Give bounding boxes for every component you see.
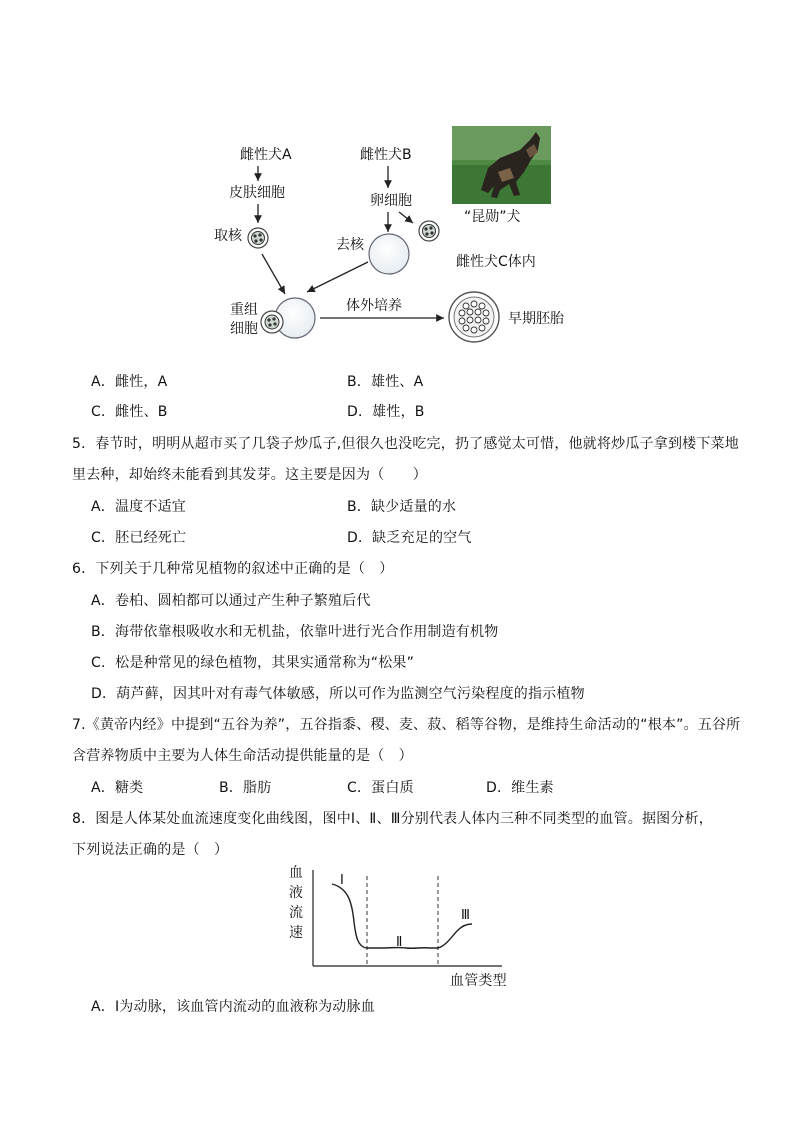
segment-label-iii: Ⅲ bbox=[461, 908, 470, 923]
q4-option-a: A．雌性，A bbox=[91, 374, 168, 390]
label-female-dog-c: 雌性犬C体内 bbox=[456, 254, 536, 270]
y-axis-label-1: 血 bbox=[289, 865, 304, 881]
q8-option-a: A．Ⅰ为动脉，该血管内流动的血液称为动脉血 bbox=[91, 999, 375, 1015]
q6-option-d: D．葫芦藓，因其叶对有毒气体敏感，所以可作为监测空气污染程度的指示植物 bbox=[91, 686, 585, 702]
y-axis-label-4: 速 bbox=[289, 925, 304, 941]
y-axis-label-2: 液 bbox=[289, 885, 304, 901]
label-kunming-dog: “昆勋”犬 bbox=[464, 209, 521, 225]
kunming-dog-photo bbox=[452, 126, 551, 204]
q5-stem-line1: 5．春节时，明明从超市买了几袋子炒瓜子,但很久也没吃完，扔了感觉太可惜，他就将炒瓜子拿到楼下菜地 bbox=[72, 436, 739, 452]
label-female-dog-b: 雌性犬B bbox=[360, 147, 412, 163]
label-reconstructed-cell-1: 重组 bbox=[230, 302, 258, 318]
q5-option-b: B．缺少适量的水 bbox=[347, 499, 457, 515]
q6-stem: 6．下列关于几种常见植物的叙述中正确的是（ ） bbox=[72, 561, 394, 577]
q6-option-c: C．松是种常见的绿色植物，其果实通常称为“松果” bbox=[91, 655, 415, 671]
recombined-cell bbox=[261, 298, 315, 338]
removed-nucleus-icon bbox=[419, 221, 439, 241]
q7-option-c: C．蛋白质 bbox=[347, 780, 414, 796]
q7-option-b: B．脂肪 bbox=[219, 780, 272, 796]
enucleated-egg-cell bbox=[369, 234, 409, 274]
flow-curve-segment-iii bbox=[438, 924, 472, 948]
x-axis-label: 血管类型 bbox=[450, 973, 507, 989]
q4-option-d: D．雄性，B bbox=[347, 404, 425, 420]
q6-option-b: B．海带依靠根吸收水和无机盐，依靠叶进行光合作用制造有机物 bbox=[91, 624, 499, 640]
q5-stem-line2: 里去种，却始终未能看到其发芽。这主要是因为（ ） bbox=[72, 467, 427, 483]
q5-option-c: C．胚已经死亡 bbox=[91, 530, 187, 546]
q4-option-b: B．雄性、A bbox=[347, 374, 424, 390]
segment-label-i: Ⅰ bbox=[340, 873, 344, 888]
flow-curve-segment-i bbox=[332, 884, 366, 948]
arrow-egg-to-recombined bbox=[307, 262, 368, 292]
q7-option-a: A．糖类 bbox=[91, 780, 144, 796]
label-take-nucleus: 取核 bbox=[214, 228, 242, 244]
q6-option-a: A．卷柏、圆柏都可以通过产生种子繁殖后代 bbox=[91, 593, 371, 609]
arrow-nucleus-to-recombined bbox=[262, 254, 285, 294]
label-reconstructed-cell-2: 细胞 bbox=[230, 321, 258, 337]
q7-option-d: D．维生素 bbox=[486, 780, 554, 796]
q8-stem-line2: 下列说法正确的是（ ） bbox=[72, 842, 229, 858]
q7-stem-line1: 7.《黄帝内经》中提到“五谷为养”，五谷指黍、稷、麦、菽、稻等谷物，是维持生命活动的“根本”。五谷所 bbox=[72, 717, 741, 733]
q7-stem-line2: 含营养物质中主要为人体生命活动提供能量的是（ ） bbox=[72, 748, 413, 764]
segment-label-ii: Ⅱ bbox=[396, 935, 403, 950]
early-embryo-icon bbox=[449, 292, 499, 342]
y-axis-label-3: 流 bbox=[289, 905, 304, 921]
arrow-egg-nucleus-out bbox=[399, 212, 413, 223]
extracted-nucleus-icon bbox=[248, 228, 268, 248]
q5-option-a: A．温度不适宜 bbox=[91, 499, 186, 515]
q4-option-c: C．雌性、B bbox=[91, 404, 168, 420]
q5-option-d: D．缺乏充足的空气 bbox=[347, 530, 472, 546]
label-in-vitro-culture: 体外培养 bbox=[346, 298, 402, 314]
label-skin-cell: 皮肤细胞 bbox=[229, 185, 285, 201]
q8-stem-line1: 8．图是人体某处血流速度变化曲线图，图中Ⅰ、Ⅱ、Ⅲ分别代表人体内三种不同类型的血管。据图分析， bbox=[72, 811, 713, 827]
label-early-embryo: 早期胚胎 bbox=[508, 311, 564, 327]
label-remove-nucleus: 去核 bbox=[336, 237, 364, 253]
label-egg-cell: 卵细胞 bbox=[370, 193, 412, 209]
label-female-dog-a: 雌性犬A bbox=[240, 147, 292, 163]
